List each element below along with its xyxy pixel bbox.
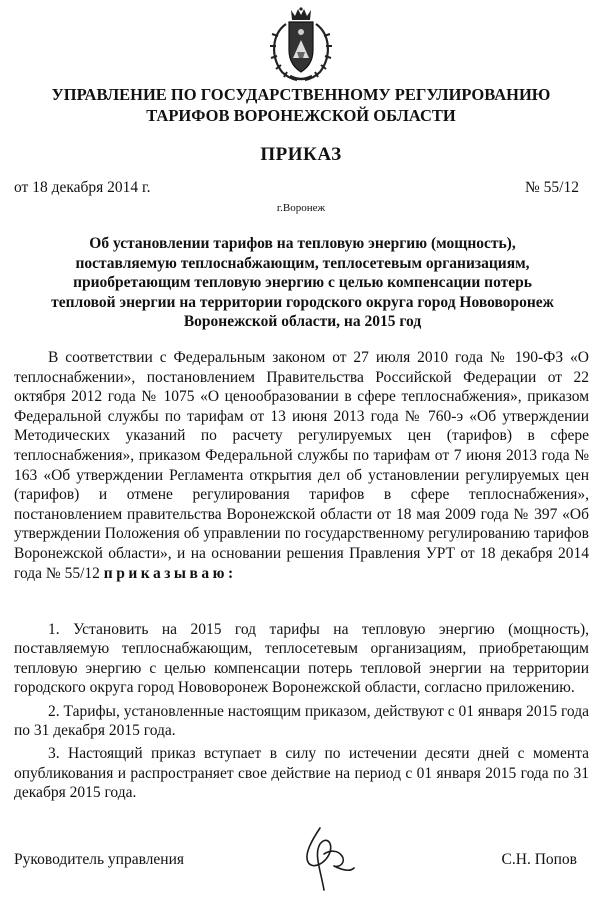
- order-number: № 55/12: [525, 179, 579, 196]
- city-name: г.Воронеж: [276, 202, 326, 214]
- organization-name: [20, 84, 582, 126]
- document-type-title: ПРИКАЗ: [260, 144, 342, 165]
- preamble-paragraph: [14, 348, 589, 583]
- order-subject: Об установлении тарифов на тепловую энергию (мощность), поставляемую теплоснабжающим, теплосетевым организациям, приобретающим тепловую энергию с целью компенсации потерь тепловой энергии на территории городского округа город Нововоронеж Воронежской области, на 2015 год: [51, 235, 554, 330]
- order-item-3: 3. Настоящий приказ вступает в силу по истечении десяти дней с момента опубликования и распространяет свое действие на период с 01 января 2015 года по 31 декабря 2015 года.: [14, 745, 589, 802]
- signatory-name: С.Н. Попов: [501, 851, 577, 868]
- handwritten-signature: [290, 824, 358, 894]
- order-item-1: 1. Установить на 2015 год тарифы на тепловую энергию (мощность), поставляемую теплоснабжающим, теплосетевым организациям, приобретающим тепловую энергию с целью компенсации потерь тепловой энергии на территории городского округа город Нововоронеж Воронежской области, согласно приложению.: [14, 621, 589, 697]
- orders-word: приказываю:: [103, 564, 237, 582]
- organization-line-2: ТАРИФОВ ВОРОНЕЖСКОЙ ОБЛАСТИ: [146, 106, 456, 125]
- order-items: [14, 620, 589, 807]
- organization-line-1: УПРАВЛЕНИЕ ПО ГОСУДАРСТВЕННОМУ РЕГУЛИРОВАНИЮ: [51, 85, 551, 104]
- coat-of-arms-icon: [264, 6, 338, 84]
- preamble-text: В соответствии с Федеральным законом от 27 июля 2010 года № 190-ФЗ «О теплоснабжении», постановлением Правительства Российской Федерации от 22 октября 2012 года № 1075 «О ценообразовании в сфере теплоснабжения», приказом Федеральной службы по тарифам от 13 июня 2013 года № 760-э «Об утверждении Методических указаний по расчету регулируемых цен (тарифов) в сфере теплоснабжения», приказом Федеральной службы по тарифам от 7 июня 2013 года № 163 «Об утверждении Регламента открытия дел об установлении регулируемых цен (тарифов) и отмене регулирования тарифов в сфере теплоснабжения», постановлением правительства Воронежской области от 18 мая 2009 года № 397 «Об утверждении Положения об управлении по государственному регулированию тарифов Воронежской области», и на основании решения Правления УРТ от 18 декабря 2014 года № 55/12: [14, 349, 589, 582]
- signatory-position: Руководитель управления: [14, 851, 185, 868]
- order-item-2: 2. Тарифы, установленные настоящим приказом, действуют с 01 января 2015 года по 31 декабря 2015 года.: [14, 702, 589, 740]
- order-date: от 18 декабря 2014 г.: [14, 179, 151, 196]
